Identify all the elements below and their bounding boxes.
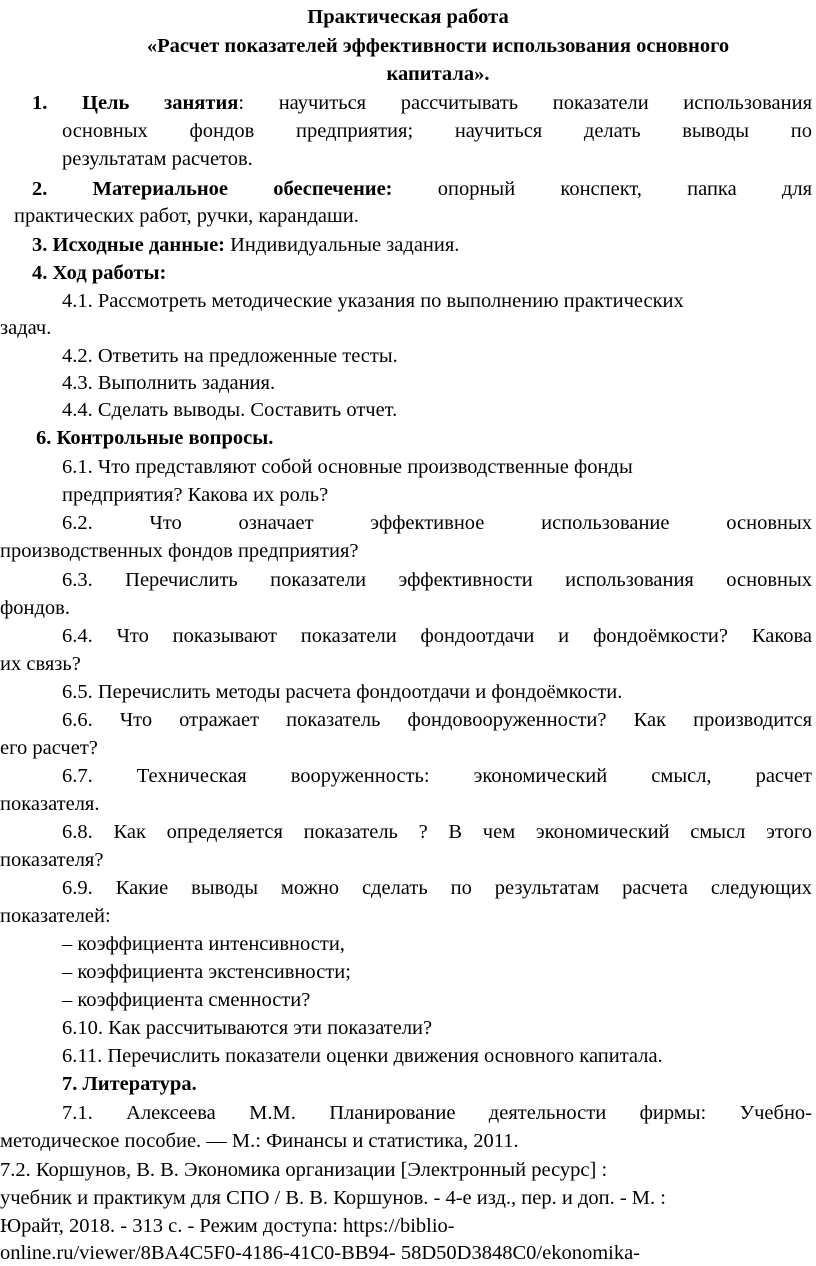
question-6-9-line-1: 6.9. Какие выводы можно сделать по результатам расчета следующих: [62, 877, 812, 899]
section-1-text: : научиться рассчитывать показатели использования: [238, 92, 812, 114]
question-6-8-line-2: показателя?: [0, 849, 104, 871]
item-4-1-line-1: 4.1. Рассмотреть методические указания по выполнению практических: [62, 290, 684, 312]
reference-7-1-line-2: методическое пособие. — М.: Финансы и статистика, 2011.: [0, 1130, 519, 1152]
section-2-text: опорный конспект, папка для: [437, 178, 812, 200]
section-3-label: 3. Исходные данные:: [32, 234, 225, 256]
question-6-7-line-2: показателя.: [0, 793, 100, 815]
question-6-5: 6.5. Перечислить методы расчета фондоотдачи и фондоёмкости.: [62, 681, 623, 703]
document-subtitle-line-2: капитала».: [386, 63, 490, 85]
section-2-line-2: практических работ, ручки, карандаши.: [14, 205, 359, 227]
dash-item-2: – коэффициента экстенсивности;: [62, 961, 351, 983]
question-6-1-line-1: 6.1. Что представляют собой основные производственные фонды: [62, 456, 633, 478]
section-2-line-1: [32, 176, 812, 202]
item-4-2: 4.2. Ответить на предложенные тесты.: [62, 345, 398, 367]
question-6-4-line-2: их связь?: [0, 653, 81, 675]
document-title: Практическая работа: [307, 6, 509, 28]
section-2-label: 2. Материальное обеспечение:: [32, 178, 393, 200]
question-6-1-line-2: предприятия? Какова их роль?: [62, 484, 329, 506]
section-1-line-2: основных фондов предприятия; научиться делать выводы по: [62, 120, 812, 142]
item-4-3: 4.3. Выполнить задания.: [62, 372, 276, 394]
section-6-label: 6. Контрольные вопросы.: [36, 427, 274, 449]
section-7-label: 7. Литература.: [62, 1073, 197, 1095]
dash-item-1: – коэффициента интенсивности,: [62, 933, 345, 955]
reference-7-2-line-3: Юрайт, 2018. - 313 с. - Режим доступа: https://biblio-: [0, 1215, 455, 1237]
question-6-2-line-2: производственных фондов предприятия?: [0, 540, 359, 562]
item-4-1-line-2: задач.: [0, 317, 52, 339]
reference-7-2-line-1: 7.2. Коршунов, В. В. Экономика организации [Электронный ресурс] :: [0, 1159, 608, 1181]
question-6-8-line-1: 6.8. Как определяется показатель ? В чем экономический смысл этого: [62, 821, 812, 843]
question-6-2-line-1: 6.2. Что означает эффективное использование основных: [62, 512, 812, 534]
question-6-3-line-1: 6.3. Перечислить показатели эффективности использования основных: [62, 569, 812, 591]
item-4-4: 4.4. Сделать выводы. Составить отчет.: [62, 399, 398, 421]
section-3-text: Индивидуальные задания.: [225, 234, 460, 256]
section-1-line-3: результатам расчетов.: [62, 148, 253, 170]
dash-item-3: – коэффициента сменности?: [62, 989, 311, 1011]
question-6-11: 6.11. Перечислить показатели оценки движения основного капитала.: [62, 1045, 663, 1067]
section-3-line: [32, 232, 459, 258]
question-6-4-line-1: 6.4. Что показывают показатели фондоотдачи и фондоёмкости? Какова: [62, 625, 812, 647]
question-6-6-line-2: его расчет?: [0, 737, 98, 759]
reference-7-1-line-1: 7.1. Алексеева М.М. Планирование деятельности фирмы: Учебно-: [62, 1102, 812, 1124]
question-6-6-line-1: 6.6. Что отражает показатель фондовооруженности? Как производится: [62, 709, 812, 731]
section-1-line-1: [32, 90, 812, 116]
reference-7-2-line-4: online.ru/viewer/8BA4C5F0-4186-41C0-BB94- 58D50D3848C0/ekonomika-: [0, 1242, 641, 1264]
question-6-10: 6.10. Как рассчитываются эти показатели?: [62, 1017, 433, 1039]
section-4-label: 4. Ход работы:: [32, 262, 167, 284]
reference-7-2-line-2: учебник и практикум для СПО / В. В. Коршунов. - 4-е изд., пер. и доп. - М. :: [0, 1187, 666, 1209]
document-subtitle-line-1: «Расчет показателей эффективности использования основного: [146, 35, 730, 57]
question-6-7-line-1: 6.7. Техническая вооруженность: экономический смысл, расчет: [62, 765, 812, 787]
section-1-label: 1. Цель занятия: [32, 92, 239, 114]
question-6-3-line-2: фондов.: [0, 597, 70, 619]
question-6-9-line-2: показателей:: [0, 905, 111, 927]
